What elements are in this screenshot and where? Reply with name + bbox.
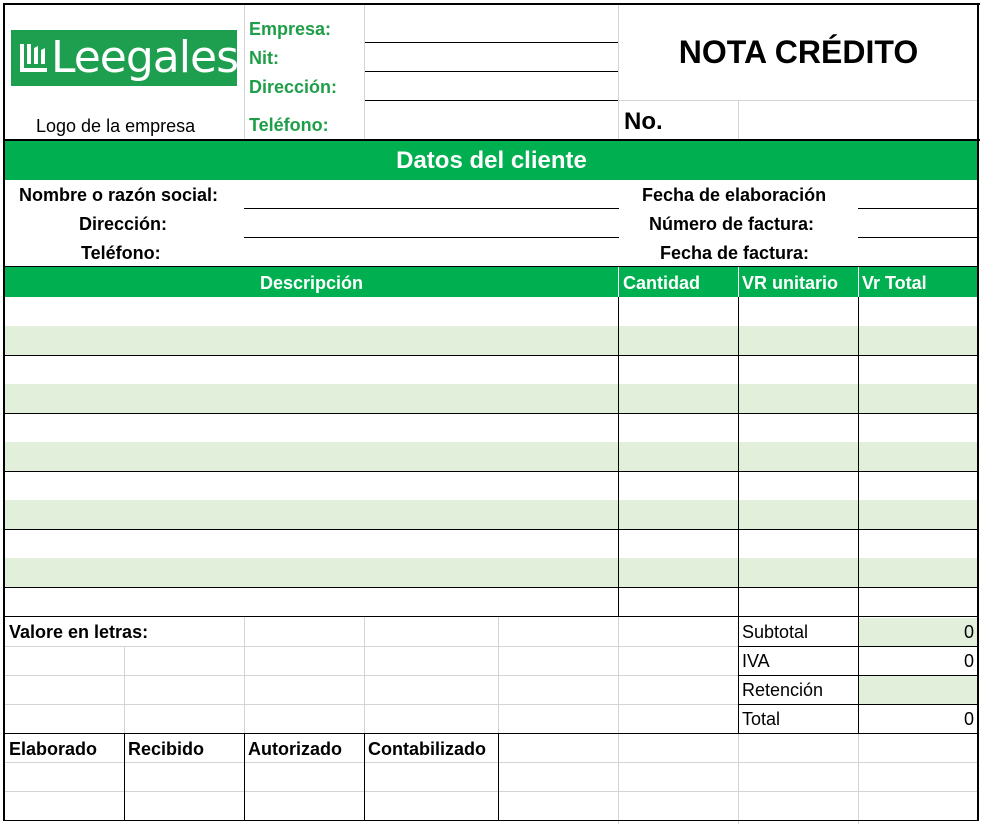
table-cell[interactable] — [4, 297, 619, 326]
table-cell[interactable] — [859, 297, 978, 326]
table-cell[interactable] — [859, 384, 978, 413]
table-cell[interactable] — [739, 471, 858, 500]
input-line-direccion[interactable] — [364, 100, 619, 101]
table-cell[interactable] — [739, 558, 858, 587]
table-cell[interactable] — [619, 297, 738, 326]
total-label: Total — [742, 709, 781, 729]
table-cell[interactable] — [619, 587, 738, 616]
input-line-issue-date[interactable] — [858, 208, 978, 209]
table-cell[interactable] — [739, 500, 858, 529]
table-cell[interactable] — [739, 297, 858, 326]
input-line-client-name[interactable] — [244, 208, 619, 209]
iva-value[interactable]: 0 — [963, 651, 974, 671]
table-cell[interactable] — [619, 326, 738, 355]
issue-date-label: Fecha de elaboración — [642, 185, 827, 205]
table-cell[interactable] — [619, 529, 738, 558]
table-cell[interactable] — [4, 384, 619, 413]
iva-label: IVA — [742, 651, 770, 671]
retencion-label: Retención — [742, 680, 824, 700]
input-line-client-address[interactable] — [244, 237, 619, 238]
table-cell[interactable] — [739, 326, 858, 355]
col-vr-unitario: VR unitario — [742, 273, 839, 293]
table-cell[interactable] — [739, 587, 858, 616]
number-label: No. — [624, 108, 663, 135]
table-cell[interactable] — [619, 384, 738, 413]
company-field-nit: Nit: — [249, 48, 279, 68]
invoice-number-label: Número de factura: — [649, 214, 815, 234]
signature-elaborado: Elaborado — [9, 739, 98, 759]
table-cell[interactable] — [619, 413, 738, 442]
signature-contabilizado: Contabilizado — [368, 739, 486, 759]
table-cell[interactable] — [739, 384, 858, 413]
input-line-empresa[interactable] — [364, 42, 619, 43]
table-cell[interactable] — [619, 355, 738, 384]
table-cell[interactable] — [4, 558, 619, 587]
table-cell[interactable] — [859, 529, 978, 558]
subtotal-label: Subtotal — [742, 622, 809, 642]
invoice-date-label: Fecha de factura: — [660, 243, 810, 263]
company-field-direccion: Dirección: — [249, 77, 338, 97]
subtotal-value[interactable]: 0 — [963, 622, 974, 642]
table-cell[interactable] — [859, 471, 978, 500]
table-cell[interactable] — [619, 558, 738, 587]
signature-recibido: Recibido — [128, 739, 205, 759]
company-field-telefono: Teléfono: — [249, 115, 329, 135]
table-cell[interactable] — [4, 326, 619, 355]
table-cell[interactable] — [739, 529, 858, 558]
table-cell[interactable] — [859, 355, 978, 384]
amount-in-words-label: Valore en letras: — [9, 622, 149, 642]
client-section-title: Datos del cliente — [396, 147, 587, 174]
document-title: NOTA CRÉDITO — [678, 34, 919, 70]
logo-text: Leegales — [51, 32, 238, 83]
table-cell[interactable] — [4, 471, 619, 500]
table-cell[interactable] — [619, 442, 738, 471]
table-cell[interactable] — [4, 529, 619, 558]
company-logo — [11, 30, 237, 86]
table-cell[interactable] — [619, 500, 738, 529]
table-cell[interactable] — [739, 442, 858, 471]
table-cell[interactable] — [859, 558, 978, 587]
signature-autorizado: Autorizado — [248, 739, 342, 759]
table-cell[interactable] — [739, 355, 858, 384]
logo-caption: Logo de la empresa — [36, 116, 196, 136]
input-line-invoice-number[interactable] — [858, 237, 978, 238]
logo-book-icon — [17, 40, 51, 76]
col-cantidad: Cantidad — [623, 273, 701, 293]
table-cell[interactable] — [4, 442, 619, 471]
col-descripcion: Descripción — [259, 273, 364, 293]
table-cell[interactable] — [859, 500, 978, 529]
input-line-nit[interactable] — [364, 71, 619, 72]
table-cell[interactable] — [859, 587, 978, 616]
table-cell[interactable] — [4, 500, 619, 529]
client-phone-label: Teléfono: — [81, 243, 161, 263]
company-field-empresa: Empresa: — [249, 19, 332, 39]
table-cell[interactable] — [859, 413, 978, 442]
table-cell[interactable] — [859, 442, 978, 471]
table-cell[interactable] — [4, 413, 619, 442]
table-cell[interactable] — [619, 471, 738, 500]
table-cell[interactable] — [4, 587, 619, 616]
total-value[interactable]: 0 — [963, 709, 974, 729]
table-cell[interactable] — [739, 413, 858, 442]
col-vr-total: Vr Total — [862, 273, 927, 293]
client-address-label: Dirección: — [79, 214, 168, 234]
table-cell[interactable] — [4, 355, 619, 384]
client-name-label: Nombre o razón social: — [19, 185, 219, 205]
table-cell[interactable] — [859, 326, 978, 355]
